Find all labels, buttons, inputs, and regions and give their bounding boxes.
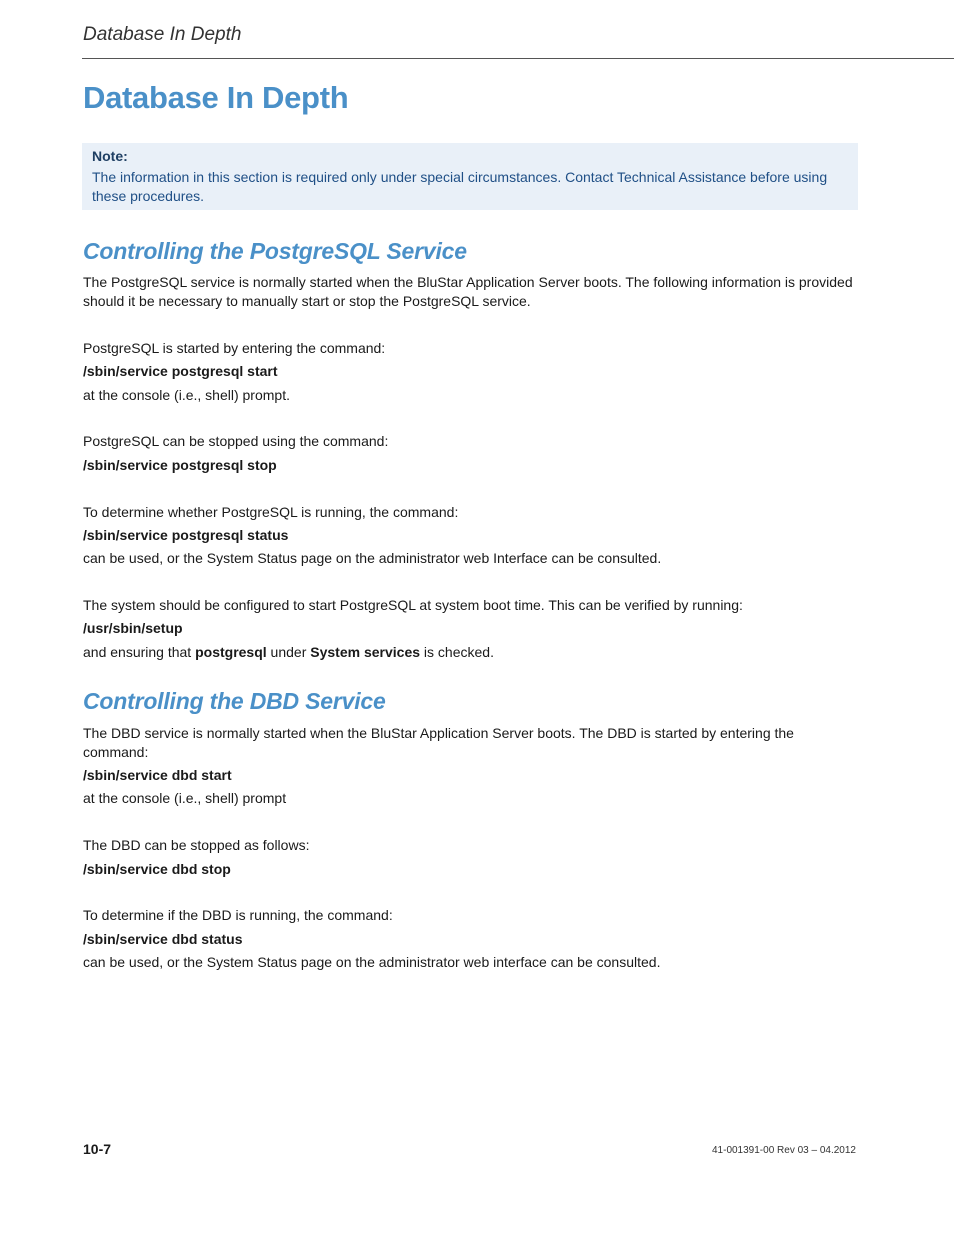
postgresql-status-after: can be used, or the System Status page on the administrator web Interface can be consulted. bbox=[83, 550, 662, 566]
postgresql-start-command: /sbin/service postgresql start bbox=[83, 363, 278, 379]
boot-after-text-3: is checked. bbox=[420, 644, 494, 660]
header-rule bbox=[82, 58, 954, 59]
note-label: Note: bbox=[92, 148, 128, 164]
boot-after-text-2: under bbox=[266, 644, 311, 660]
section-heading-dbd: Controlling the DBD Service bbox=[83, 688, 386, 714]
dbd-start-after: at the console (i.e., shell) prompt bbox=[83, 790, 287, 806]
running-header: Database In Depth bbox=[83, 24, 242, 45]
dbd-status-command: /sbin/service dbd status bbox=[83, 931, 243, 947]
dbd-status-intro: To determine if the DBD is running, the command: bbox=[83, 907, 393, 923]
postgresql-intro: The PostgreSQL service is normally started when the BluStar Application Server boots. The following information is provided should it be necessary to manually start or stop the PostgreSQL service. bbox=[83, 274, 853, 309]
boot-after-system-services: System services bbox=[310, 644, 421, 660]
section-heading-postgresql: Controlling the PostgreSQL Service bbox=[83, 238, 467, 264]
dbd-stop-command: /sbin/service dbd stop bbox=[83, 861, 231, 877]
postgresql-start-after: at the console (i.e., shell) prompt. bbox=[83, 387, 290, 403]
dbd-stop-intro: The DBD can be stopped as follows: bbox=[83, 837, 310, 853]
postgresql-boot-after bbox=[83, 643, 858, 662]
boot-after-postgresql: postgresql bbox=[195, 644, 267, 660]
dbd-status-after: can be used, or the System Status page on the administrator web interface can be consulted. bbox=[83, 954, 661, 970]
dbd-intro: The DBD service is normally started when the BluStar Application Server boots. The DBD is started by entering the command: bbox=[83, 725, 794, 760]
page-number: 10-7 bbox=[83, 1141, 112, 1157]
postgresql-status-intro: To determine whether PostgreSQL is running, the command: bbox=[83, 504, 459, 520]
note-box bbox=[82, 143, 858, 210]
dbd-start-command: /sbin/service dbd start bbox=[83, 767, 232, 783]
boot-after-text-1: and ensuring that bbox=[83, 644, 196, 660]
postgresql-stop-intro: PostgreSQL can be stopped using the command: bbox=[83, 433, 389, 449]
postgresql-boot-command: /usr/sbin/setup bbox=[83, 620, 183, 636]
page-title: Database In Depth bbox=[83, 80, 349, 115]
postgresql-status-command: /sbin/service postgresql status bbox=[83, 527, 289, 543]
document-number: 41-001391-00 Rev 03 – 04.2012 bbox=[711, 1145, 856, 1156]
postgresql-boot-intro: The system should be configured to start PostgreSQL at system boot time. This can be verified by running: bbox=[83, 597, 743, 613]
note-text: The information in this section is required only under special circumstances. Contact Technical Assistance before using these procedures. bbox=[92, 169, 828, 204]
postgresql-start-intro: PostgreSQL is started by entering the command: bbox=[83, 340, 386, 356]
postgresql-stop-command: /sbin/service postgresql stop bbox=[83, 457, 277, 473]
